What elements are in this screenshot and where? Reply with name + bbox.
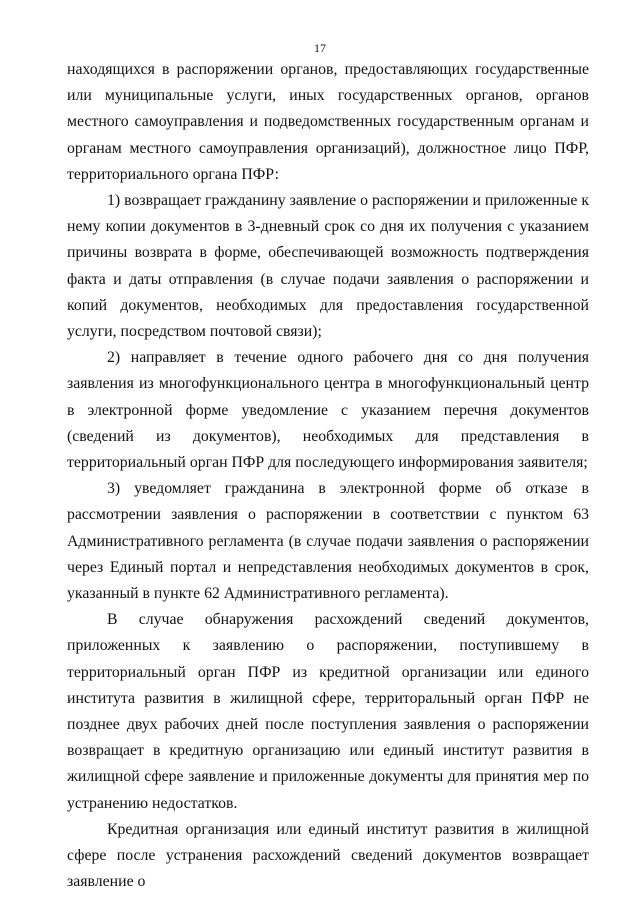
paragraph-continuation: находящихся в распоряжении органов, предоставляющих государственные или муниципальные услуги, иных государственных органов, органов местного самоуправления и подведомственных государственным органам и органам местного самоуправления организаций), должностное лицо ПФР, территориального органа ПФР: (67, 61, 589, 183)
paragraph-credit-organization: Кредитная организация или единый институт развития в жилищной сфере после устранения расхождений сведений документов возвращает заявление о (67, 820, 589, 891)
paragraph-item-3: 3) уведомляет гражданина в электронной форме об отказе в рассмотрении заявления о распоряжении в соответствии с пунктом 63 Административного регламента (в случае подачи заявления о распоряжении через Единый портал и непредставления необходимых документов в срок, указанный в пункте 62 Административного регламента). (67, 480, 589, 603)
document-body (67, 57, 589, 896)
paragraph-item-2: 2) направляет в течение одного рабочего дня со дня получения заявления из многофункционального центра в многофункциональный центр в электронной форме уведомление с указанием перечня документов (сведений из документов), необходимых для представления в территориальный орган ПФР для последующего информирования заявителя; (67, 349, 589, 472)
paragraph-item-1: 1) возвращает гражданину заявление о распоряжении и приложенные к нему копии документов в 3-дневный срок со дня их получения с указанием причины возврата в форме, обеспечивающей возможность подтверждения факта и даты отправления (в случае подачи заявления о распоряжении и копий документов, необходимых для предоставления государственной услуги, посредством почтовой связи); (67, 192, 589, 341)
page-number: 17 (314, 41, 326, 55)
paragraph-discrepancies: В случае обнаружения расхождений сведений документов, приложенных к заявлению о распоряжении, поступившему в территориальный орган ПФР из кредитной организации или единого института развития в жилищной сфере, территоральный орган ПФР не позднее двух рабочих дней после поступления заявления о распоряжении возвращает в кредитную организацию или единый институт развития в жилищной сфере заявление и приложенные документы для принятия мер по устранению недостатков. (67, 611, 589, 812)
